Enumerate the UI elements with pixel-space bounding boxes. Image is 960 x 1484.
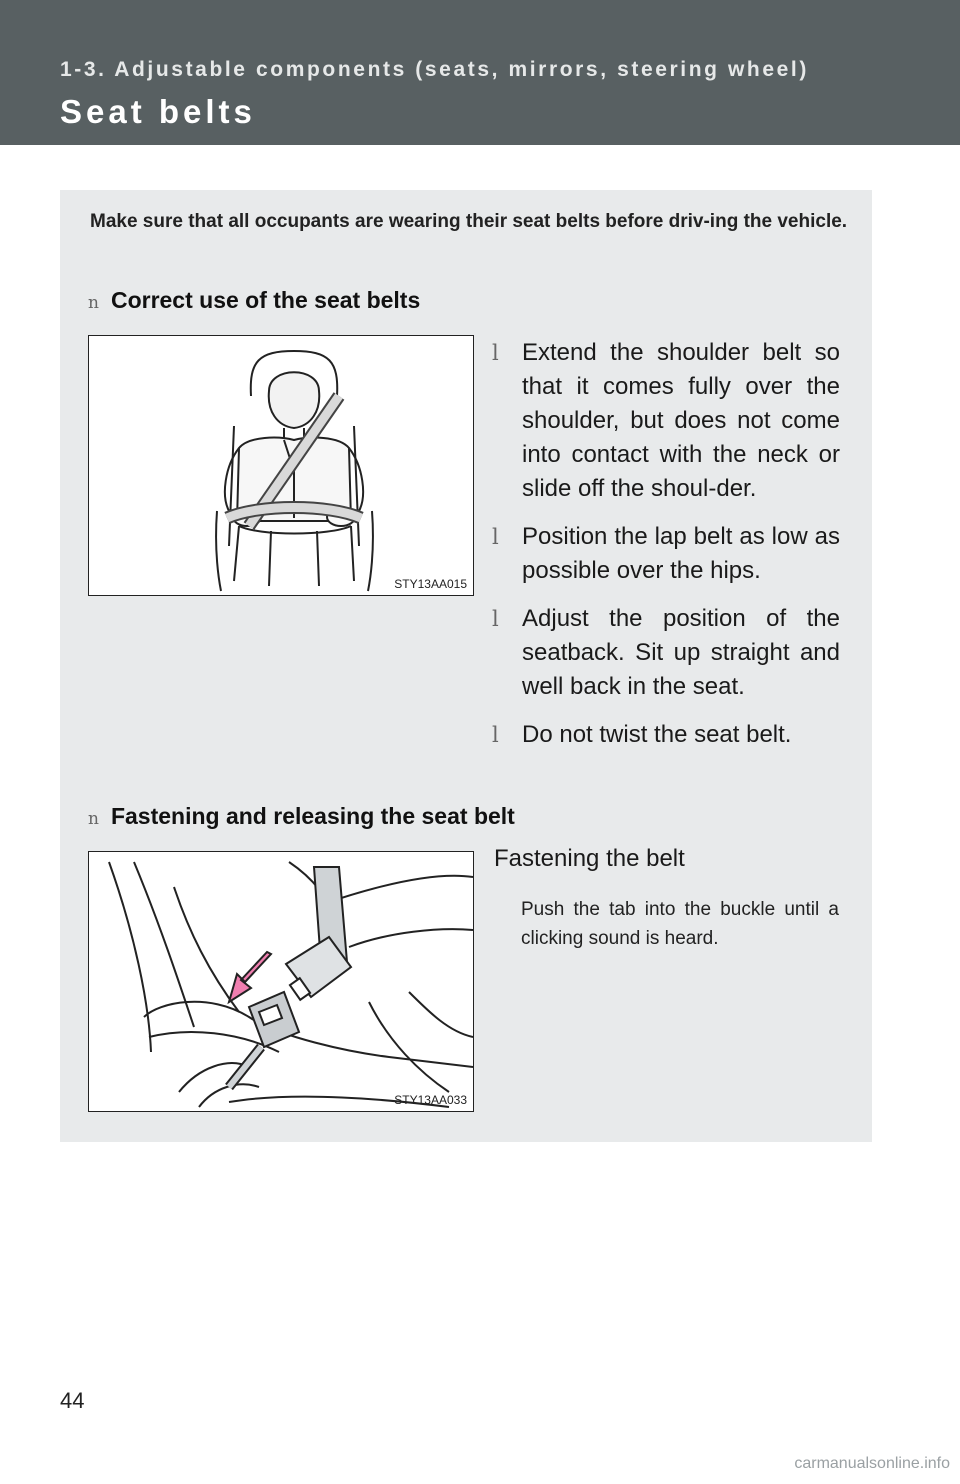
subheading-text: Fastening and releasing the seat belt (110, 803, 515, 829)
subheading-fastening (88, 803, 515, 830)
page-header (0, 0, 960, 145)
bullet-item: l Adjust the position of the seatback. Sit up straight and well back in the seat. (490, 602, 840, 704)
buckle-drawing (89, 852, 473, 1111)
fastening-label: Fastening the belt (494, 845, 685, 872)
bullet-marker-icon: l (492, 341, 499, 365)
square-bullet-icon: n (88, 809, 99, 829)
subheading-text: Correct use of the seat belts (110, 287, 421, 313)
bullet-marker-icon: l (492, 607, 499, 631)
fastening-description: Push the tab into the buckle until a clicking sound is heard. (521, 899, 839, 949)
bullet-item: l Position the lap belt as low as possible over the hips. (490, 520, 840, 588)
figure-code: STY13AA033 (394, 1093, 467, 1107)
figure-code: STY13AA015 (394, 577, 467, 591)
intro-text: Make sure that all occupants are wearing their seat belts before driv-ing the vehicle. (90, 211, 848, 232)
bullet-item: l Do not twist the seat belt. (490, 718, 840, 752)
watermark: carmanualsonline.info (794, 1455, 950, 1472)
page-title: Seat belts (60, 93, 256, 130)
bullet-item: l Extend the shoulder belt so that it comes fully over the shoulder, but does not come into contact with the neck or slide off the shoul-der. (490, 336, 840, 506)
buckle-illustration (88, 851, 474, 1112)
content-panel (60, 190, 872, 1142)
seated-occupant-illustration (88, 335, 474, 596)
page-number: 44 (60, 1388, 85, 1413)
section-title: 1-3. Adjustable components (seats, mirrors, steering wheel) (60, 58, 809, 81)
square-bullet-icon: n (88, 293, 99, 313)
bullet-marker-icon: l (492, 723, 499, 747)
seated-occupant-drawing (89, 336, 473, 595)
subheading-correct-use (88, 287, 420, 314)
bullet-marker-icon: l (492, 525, 499, 549)
bullet-list (490, 336, 840, 766)
